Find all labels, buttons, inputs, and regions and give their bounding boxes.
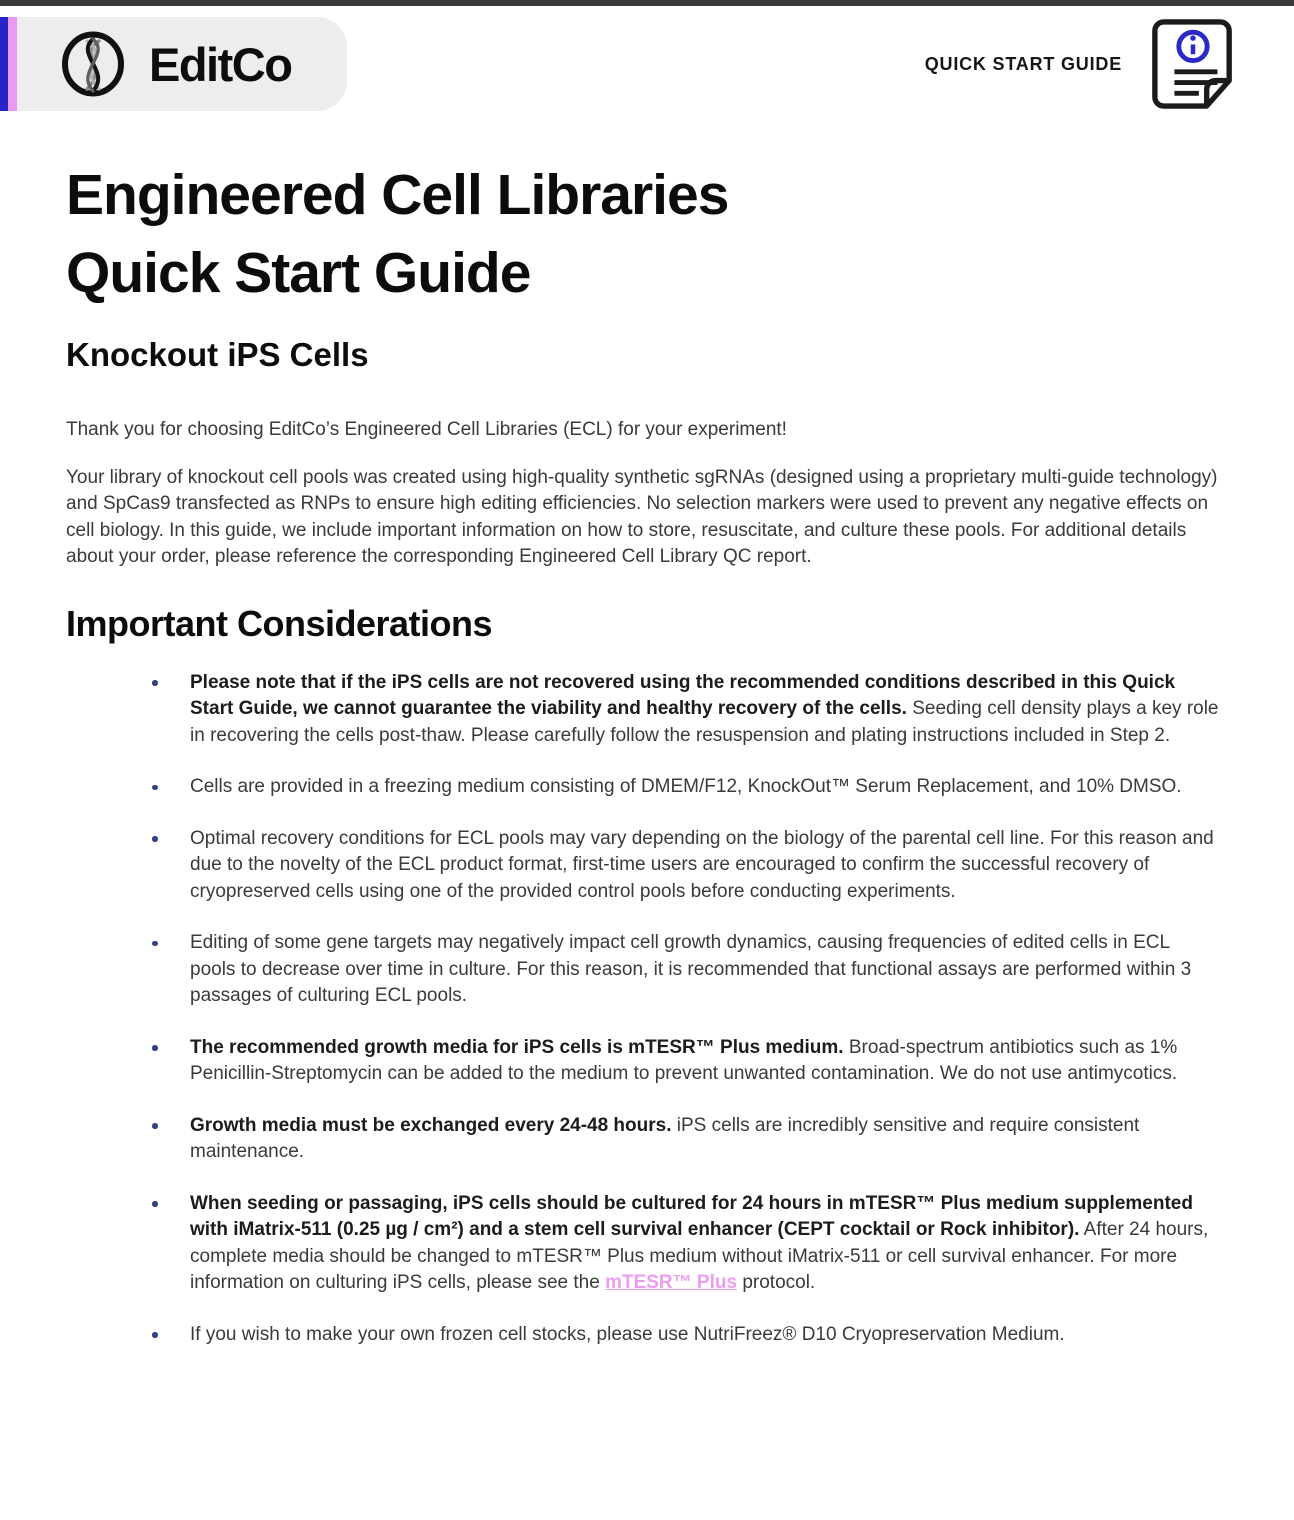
page-title-line1: Engineered Cell Libraries [66,163,729,227]
brand-logotype: EditCo [149,37,292,91]
page-header [0,17,1294,111]
guide-type-label: QUICK START GUIDE [924,53,1122,74]
info-document-icon [1150,17,1236,111]
bullet-item [152,774,1220,801]
bullet-text: If you wish to make your own frozen cell stocks, please use NutriFreez® D10 Cryopreservation Medium. [190,1323,1065,1345]
bullet-item [152,1035,1220,1088]
top-accent-bar [0,0,1294,6]
bullet-text: The recommended growth media for iPS cells is mTESR™ Plus medium. [190,1036,844,1058]
bullet-text: Editing of some gene targets may negatively impact cell growth dynamics, causing frequencies of edited cells in ECL pools to decrease over time in culture. For this reason, it is recommended that functional assays are performed within 3 passages of culturing ECL pools. [190,932,1192,1007]
bullet-item [152,670,1220,750]
mtesr-plus-link[interactable]: mTESR™ Plus [605,1272,738,1294]
bullet-text: Optimal recovery conditions for ECL pools may vary depending on the biology of the parental cell line. For this reason and due to the novelty of the ECL product format, first-time users are encouraged to confirm the successful recovery of cryopreserved cells using one of the provided control pools before conducting experiments. [190,827,1214,902]
accent-stripe-indigo [0,17,8,111]
bullet-text: Cells are provided in a freezing medium consisting of DMEM/F12, KnockOut™ Serum Replacement, and 10% DMSO. [190,776,1182,798]
page-title [66,157,1228,312]
bullet-text: iPS cells are incredibly sensitive and require consistent maintenance. [190,1114,1140,1163]
considerations-list [66,670,1228,1349]
intro-paragraph: Your library of knockout cell pools was created using high-quality synthetic sgRNAs (designed using a proprietary multi-guide technology) and SpCas9 transfected as RNPs to ensure high editing efficiencies. No selection markers were used to prevent any negative effects on cell biology. In this guide, we include important information on how to store, resuscitate, and culture these pools. For additional details about your order, please reference the corresponding Engineered Cell Library QC report. [66,466,1218,568]
bullet-text: Broad-spectrum antibiotics such as 1% Penicillin-Streptomycin can be added to the medium to prevent unwanted contamination. We do not use antimycotics. [190,1036,1178,1085]
intro-greeting: Thank you for choosing EditCo’s Engineered Cell Libraries (ECL) for your experiment! [66,418,787,440]
bullet-item [152,1322,1220,1349]
bullet-text: After 24 hours, complete media should be changed to mTESR™ Plus medium without iMatrix-511 or cell survival enhancer. For more information on culturing iPS cells, please see the [190,1219,1209,1294]
dna-helix-oval-icon [61,31,125,97]
bullet-item [152,1191,1220,1297]
section-title-important-considerations: Important Considerations [66,602,493,644]
accent-stripe-pink [8,17,17,111]
bullet-text: When seeding or passaging, iPS cells should be cultured for 24 hours in mTESR™ Plus medium supplemented with iMatrix-511 (0.25 µg / cm²) and a stem cell survival enhancer (CEPT cocktail or Rock inhibitor). [190,1192,1193,1241]
page-title-line2: Quick Start Guide [66,240,531,305]
logo-block [0,17,347,111]
bullet-text: Seeding cell density plays a key role in recovering the cells post-thaw. Please carefully follow the resuspension and plating instructions included in Step 2. [190,698,1219,746]
bullet-item [152,826,1220,906]
logo-pill [17,17,347,111]
document-body [0,157,1294,1348]
bullet-text: Please note that if the iPS cells are not recovered using the recommended conditions described in this Quick Start Guide, we cannot guarantee the viability and healthy recovery of the cells. [190,671,1176,720]
product-subtitle: Knockout iPS Cells [66,336,369,374]
bullet-item [152,930,1220,1010]
header-right [925,17,1294,111]
bullet-text: protocol. [737,1272,816,1294]
bullet-item [152,1113,1220,1166]
bullet-text: Growth media must be exchanged every 24-48 hours. [190,1114,672,1136]
